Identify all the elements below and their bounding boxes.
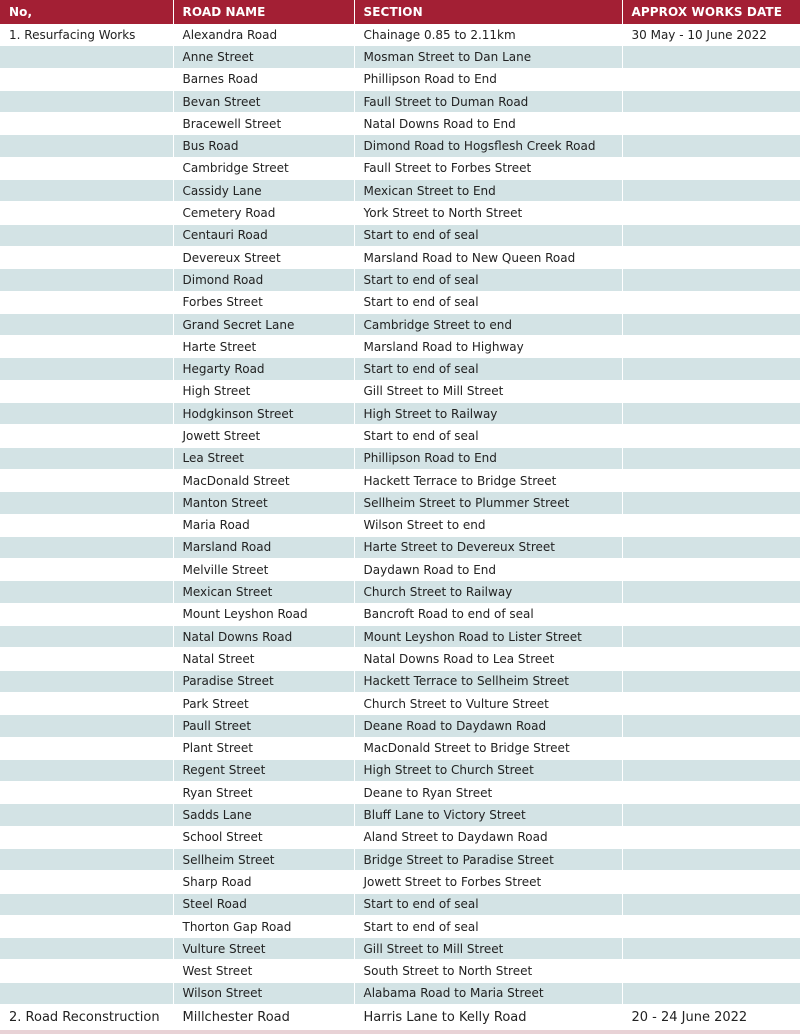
cell-no (0, 692, 173, 714)
cell-works-date (622, 157, 800, 179)
cell-no (0, 380, 173, 402)
cell-road-name: Grand Secret Lane (173, 313, 354, 335)
cell-works-date (622, 135, 800, 157)
cell-works-date (622, 202, 800, 224)
cell-works-date (622, 715, 800, 737)
cell-section: Bancroft Road to end of seal (354, 603, 622, 625)
cell-no (0, 425, 173, 447)
cell-road-name: Ryan Street (173, 782, 354, 804)
cell-section: Church Street to Vulture Street (354, 692, 622, 714)
cell-section: High Street to Railway (354, 403, 622, 425)
cell-works-date (622, 536, 800, 558)
cell-works-date (622, 960, 800, 982)
cell-road-name: Regent Street (173, 759, 354, 781)
table-row (0, 1005, 800, 1030)
cell-section: Faull Street to Duman Road (354, 90, 622, 112)
cell-no (0, 246, 173, 268)
cell-works-date (622, 826, 800, 848)
cell-no (0, 893, 173, 915)
cell-section: Mount Leyshon Road to Lister Street (354, 626, 622, 648)
cell-no (0, 559, 173, 581)
table-row (0, 514, 800, 536)
table-body (0, 24, 800, 1030)
cell-section: Bridge Street to Paradise Street (354, 848, 622, 870)
table-row (0, 938, 800, 960)
cell-no (0, 960, 173, 982)
cell-section: Jowett Street to Forbes Street (354, 871, 622, 893)
table-row (0, 358, 800, 380)
cell-section: Gill Street to Mill Street (354, 380, 622, 402)
cell-section: Faull Street to Forbes Street (354, 157, 622, 179)
cell-no (0, 447, 173, 469)
cell-works-date: 30 May - 10 June 2022 (622, 24, 800, 46)
cell-road-name: Sellheim Street (173, 848, 354, 870)
cell-works-date (622, 113, 800, 135)
cell-no (0, 670, 173, 692)
cell-section: Start to end of seal (354, 224, 622, 246)
cell-no (0, 536, 173, 558)
table-row (0, 492, 800, 514)
table-row (0, 180, 800, 202)
cell-works-date (622, 246, 800, 268)
cell-works-date: 20 - 24 June 2022 (622, 1005, 800, 1030)
cell-section: Marsland Road to Highway (354, 336, 622, 358)
cell-works-date (622, 224, 800, 246)
cell-no (0, 269, 173, 291)
cell-works-date (622, 893, 800, 915)
cell-road-name: Centauri Road (173, 224, 354, 246)
cell-works-date (622, 469, 800, 491)
cell-road-name: Forbes Street (173, 291, 354, 313)
table-row (0, 291, 800, 313)
column-header-works-date: APPROX WORKS DATE (622, 0, 800, 24)
cell-section: Mexican Street to End (354, 180, 622, 202)
cell-section: Start to end of seal (354, 425, 622, 447)
cell-works-date (622, 358, 800, 380)
cell-road-name: Maria Road (173, 514, 354, 536)
table-row (0, 90, 800, 112)
cell-road-name: Millchester Road (173, 1005, 354, 1030)
cell-works-date (622, 291, 800, 313)
cell-section: Start to end of seal (354, 269, 622, 291)
cell-road-name: Melville Street (173, 559, 354, 581)
table-row (0, 960, 800, 982)
cell-works-date (622, 737, 800, 759)
cell-works-date (622, 336, 800, 358)
cell-no (0, 648, 173, 670)
cell-no (0, 982, 173, 1004)
cell-section: Hackett Terrace to Sellheim Street (354, 670, 622, 692)
cell-no (0, 469, 173, 491)
cell-section: Hackett Terrace to Bridge Street (354, 469, 622, 491)
table-row (0, 336, 800, 358)
cell-works-date (622, 514, 800, 536)
cell-section: Sellheim Street to Plummer Street (354, 492, 622, 514)
table-row (0, 826, 800, 848)
cell-no (0, 514, 173, 536)
table-row (0, 648, 800, 670)
table-row (0, 670, 800, 692)
cell-no (0, 603, 173, 625)
cell-section: Natal Downs Road to Lea Street (354, 648, 622, 670)
cell-no (0, 492, 173, 514)
cell-works-date (622, 848, 800, 870)
cell-road-name: Sharp Road (173, 871, 354, 893)
cell-works-date (622, 603, 800, 625)
cell-no (0, 336, 173, 358)
cell-no (0, 358, 173, 380)
cell-no (0, 313, 173, 335)
cell-no (0, 938, 173, 960)
cell-road-name: Lea Street (173, 447, 354, 469)
table-row (0, 692, 800, 714)
cell-road-name: Alexandra Road (173, 24, 354, 46)
table-row (0, 915, 800, 937)
cell-road-name: Barnes Road (173, 68, 354, 90)
cell-works-date (622, 46, 800, 68)
cell-no (0, 135, 173, 157)
cell-no (0, 113, 173, 135)
table-row (0, 581, 800, 603)
cell-no (0, 715, 173, 737)
cell-section: Deane to Ryan Street (354, 782, 622, 804)
cell-section: York Street to North Street (354, 202, 622, 224)
cell-works-date (622, 782, 800, 804)
cell-no (0, 871, 173, 893)
table-row (0, 403, 800, 425)
cell-road-name: Paradise Street (173, 670, 354, 692)
cell-works-date (622, 425, 800, 447)
cell-road-name: Paull Street (173, 715, 354, 737)
cell-road-name: Bracewell Street (173, 113, 354, 135)
cell-road-name: Sadds Lane (173, 804, 354, 826)
bottom-bar (0, 1030, 800, 1034)
cell-works-date (622, 180, 800, 202)
cell-road-name: School Street (173, 826, 354, 848)
cell-road-name: Anne Street (173, 46, 354, 68)
cell-section: Aland Street to Daydawn Road (354, 826, 622, 848)
cell-no (0, 224, 173, 246)
cell-road-name: Marsland Road (173, 536, 354, 558)
cell-section: Harte Street to Devereux Street (354, 536, 622, 558)
cell-section: Daydawn Road to End (354, 559, 622, 581)
cell-road-name: Cambridge Street (173, 157, 354, 179)
cell-section: Phillipson Road to End (354, 447, 622, 469)
cell-road-name: High Street (173, 380, 354, 402)
cell-no (0, 403, 173, 425)
cell-road-name: Mexican Street (173, 581, 354, 603)
cell-works-date (622, 380, 800, 402)
cell-road-name: MacDonald Street (173, 469, 354, 491)
cell-road-name: Manton Street (173, 492, 354, 514)
cell-works-date (622, 915, 800, 937)
cell-road-name: Cassidy Lane (173, 180, 354, 202)
column-header-road-name: ROAD NAME (173, 0, 354, 24)
cell-works-date (622, 313, 800, 335)
cell-works-date (622, 559, 800, 581)
column-header-no: No, (0, 0, 173, 24)
cell-works-date (622, 581, 800, 603)
table-row (0, 113, 800, 135)
table-row (0, 157, 800, 179)
cell-section: Deane Road to Daydawn Road (354, 715, 622, 737)
cell-road-name: Dimond Road (173, 269, 354, 291)
cell-section: Start to end of seal (354, 915, 622, 937)
cell-road-name: Bus Road (173, 135, 354, 157)
cell-road-name: Jowett Street (173, 425, 354, 447)
cell-section: Alabama Road to Maria Street (354, 982, 622, 1004)
cell-works-date (622, 626, 800, 648)
cell-works-date (622, 492, 800, 514)
cell-works-date (622, 804, 800, 826)
cell-section: Cambridge Street to end (354, 313, 622, 335)
cell-road-name: West Street (173, 960, 354, 982)
cell-section: Start to end of seal (354, 291, 622, 313)
table-row (0, 737, 800, 759)
cell-road-name: Harte Street (173, 336, 354, 358)
cell-no (0, 202, 173, 224)
cell-works-date (622, 90, 800, 112)
cell-road-name: Hegarty Road (173, 358, 354, 380)
cell-road-name: Thorton Gap Road (173, 915, 354, 937)
table-row (0, 626, 800, 648)
cell-no (0, 46, 173, 68)
cell-section: High Street to Church Street (354, 759, 622, 781)
cell-works-date (622, 759, 800, 781)
cell-section: Mosman Street to Dan Lane (354, 46, 622, 68)
cell-no: 2. Road Reconstruction (0, 1005, 173, 1030)
table-row (0, 313, 800, 335)
cell-section: MacDonald Street to Bridge Street (354, 737, 622, 759)
table-row (0, 982, 800, 1004)
cell-no (0, 626, 173, 648)
table-row (0, 469, 800, 491)
cell-no (0, 68, 173, 90)
cell-no (0, 581, 173, 603)
cell-works-date (622, 447, 800, 469)
cell-road-name: Hodgkinson Street (173, 403, 354, 425)
cell-no: 1. Resurfacing Works (0, 24, 173, 46)
table-row (0, 715, 800, 737)
table-row (0, 603, 800, 625)
cell-works-date (622, 648, 800, 670)
cell-section: Gill Street to Mill Street (354, 938, 622, 960)
cell-road-name: Natal Street (173, 648, 354, 670)
cell-no (0, 291, 173, 313)
cell-road-name: Cemetery Road (173, 202, 354, 224)
cell-no (0, 180, 173, 202)
cell-section: Start to end of seal (354, 893, 622, 915)
cell-section: Church Street to Railway (354, 581, 622, 603)
cell-section: Marsland Road to New Queen Road (354, 246, 622, 268)
cell-section: Wilson Street to end (354, 514, 622, 536)
table-row (0, 425, 800, 447)
table-row (0, 24, 800, 46)
table-row (0, 848, 800, 870)
cell-no (0, 157, 173, 179)
cell-section: South Street to North Street (354, 960, 622, 982)
cell-no (0, 782, 173, 804)
table-row (0, 135, 800, 157)
cell-road-name: Steel Road (173, 893, 354, 915)
cell-section: Harris Lane to Kelly Road (354, 1005, 622, 1030)
cell-road-name: Park Street (173, 692, 354, 714)
cell-no (0, 826, 173, 848)
cell-works-date (622, 403, 800, 425)
cell-road-name: Bevan Street (173, 90, 354, 112)
cell-no (0, 848, 173, 870)
table-row (0, 202, 800, 224)
cell-road-name: Plant Street (173, 737, 354, 759)
cell-section: Chainage 0.85 to 2.11km (354, 24, 622, 46)
table-row (0, 380, 800, 402)
header-row (0, 0, 800, 24)
cell-works-date (622, 670, 800, 692)
table-row (0, 68, 800, 90)
table-row (0, 782, 800, 804)
cell-no (0, 759, 173, 781)
table-row (0, 759, 800, 781)
column-header-section: SECTION (354, 0, 622, 24)
cell-no (0, 737, 173, 759)
cell-road-name: Wilson Street (173, 982, 354, 1004)
cell-road-name: Mount Leyshon Road (173, 603, 354, 625)
cell-section: Start to end of seal (354, 358, 622, 380)
cell-road-name: Vulture Street (173, 938, 354, 960)
table-row (0, 871, 800, 893)
cell-works-date (622, 871, 800, 893)
cell-section: Phillipson Road to End (354, 68, 622, 90)
table-row (0, 224, 800, 246)
cell-road-name: Natal Downs Road (173, 626, 354, 648)
cell-works-date (622, 982, 800, 1004)
cell-works-date (622, 68, 800, 90)
cell-section: Bluff Lane to Victory Street (354, 804, 622, 826)
table-row (0, 893, 800, 915)
cell-section: Dimond Road to Hogsflesh Creek Road (354, 135, 622, 157)
cell-section: Natal Downs Road to End (354, 113, 622, 135)
cell-works-date (622, 938, 800, 960)
cell-road-name: Devereux Street (173, 246, 354, 268)
table-row (0, 536, 800, 558)
table-row (0, 559, 800, 581)
cell-no (0, 804, 173, 826)
table-row (0, 246, 800, 268)
table-row (0, 447, 800, 469)
cell-no (0, 915, 173, 937)
cell-no (0, 90, 173, 112)
cell-works-date (622, 269, 800, 291)
table-row (0, 46, 800, 68)
cell-works-date (622, 692, 800, 714)
table-row (0, 804, 800, 826)
table-row (0, 269, 800, 291)
